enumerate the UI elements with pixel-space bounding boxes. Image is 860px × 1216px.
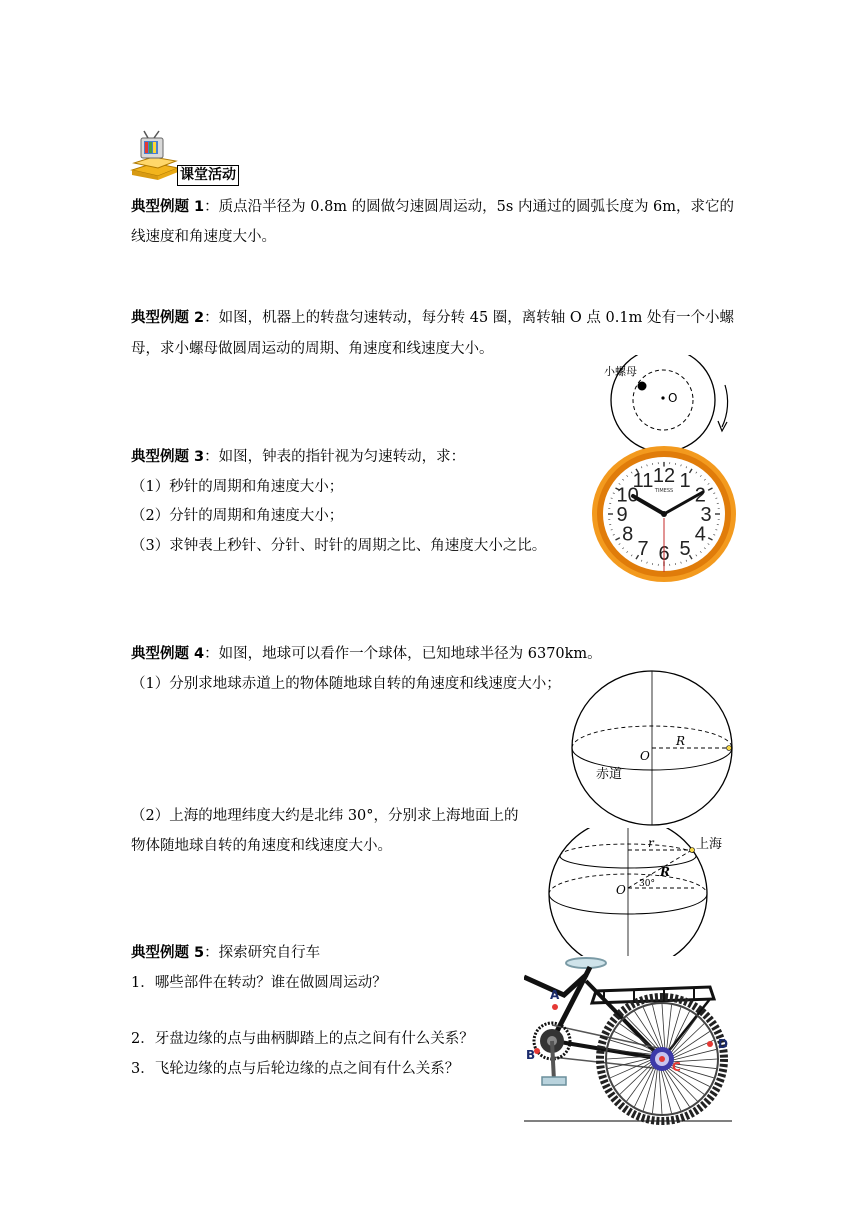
earth2-O-label: O xyxy=(616,883,626,897)
earth2-R-label: R xyxy=(660,865,670,879)
ex2-line1 xyxy=(131,308,734,328)
clock-number-3: 3 xyxy=(700,504,712,526)
ex5-q2: 2．牙盘边缘的点与曲柄脚踏上的点之间有什么关系？ xyxy=(131,1031,474,1047)
shanghai-label: 上海 xyxy=(696,837,723,852)
clock-number-2: 2 xyxy=(694,484,706,507)
book-tv-icon xyxy=(128,130,180,180)
ex4-q2a: （2）上海的地理纬度大约是北纬 30°，分别求上海地面上的 xyxy=(131,808,519,824)
clock-number-7: 7 xyxy=(637,537,649,560)
ex5-q3: 3．飞轮边缘的点与后轮边缘的点之间有什么关系？ xyxy=(131,1061,460,1077)
earth2-r-label: r xyxy=(648,836,654,850)
ex5-q1: 1．哪些部件在转动？谁在做圆周运动？ xyxy=(131,975,387,991)
clock-number-11: 11 xyxy=(632,470,654,493)
bicycle-figure xyxy=(524,955,734,1125)
ex3-q1: （1）秒针的周期和角速度大小； xyxy=(131,479,344,495)
ex2-text1: ：如图，机器上的转盘匀速转动，每分转 45 圈，离转轴 O 点 0.1m 处有一个小螺 xyxy=(204,310,734,326)
point-a-label: A xyxy=(550,988,560,1002)
ex5-text1: ：探索研究自行车 xyxy=(204,945,321,961)
turntable-center-label: O xyxy=(668,391,678,405)
clock-number-4: 4 xyxy=(694,523,706,546)
point-a-dot xyxy=(552,1004,558,1010)
clock-number-8: 8 xyxy=(622,523,634,546)
ex1-text1: ：质点沿半径为 0.8m 的圆做匀速圆周运动，5s 内通过的圆弧长度为 6m，求它的 xyxy=(204,199,735,215)
ex1-line2: 线速度和角速度大小。 xyxy=(131,229,276,245)
ex1-label: 典型例题 1 xyxy=(131,199,205,215)
ex4-text1: ：如图，地球可以看作一个球体，已知地球半径为 6370km。 xyxy=(204,646,602,662)
ex5-label: 典型例题 5 xyxy=(131,945,205,961)
ex4-q2b: 物体随地球自转的角速度和线速度大小。 xyxy=(131,838,392,854)
earth-latitude-figure xyxy=(544,828,734,958)
ex2-label: 典型例题 2 xyxy=(131,310,205,326)
nut-dot xyxy=(638,382,647,391)
nut-label: 小螺母 xyxy=(604,365,637,378)
clock-brand: TIMESS xyxy=(654,488,674,494)
clock-figure xyxy=(589,444,739,584)
ex1-line1 xyxy=(131,197,734,217)
section-title: 课堂活动 xyxy=(177,165,239,186)
clock-number-1: 1 xyxy=(679,470,691,493)
ex2-line2: 母，求小螺母做圆周运动的周期、角速度和线速度大小。 xyxy=(131,341,494,357)
earth1-R-label: R xyxy=(676,734,686,748)
ex4-q1: （1）分别求地球赤道上的物体随地球自转的角速度和线速度大小； xyxy=(131,676,561,692)
turntable-figure xyxy=(596,355,746,455)
point-d-dot xyxy=(707,1041,713,1047)
ex4-line1 xyxy=(131,644,602,664)
ex3-q2: （2）分针的周期和角速度大小； xyxy=(131,508,344,524)
clock-number-9: 9 xyxy=(616,504,628,526)
ex3-q3: （3）求钟表上秒针、分针、时针的周期之比、角速度大小之比。 xyxy=(131,538,547,554)
point-d-label: D xyxy=(718,1037,728,1051)
clock-number-10: 10 xyxy=(616,484,639,507)
point-c-label: C xyxy=(672,1060,681,1074)
ex3-label: 典型例题 3 xyxy=(131,449,205,465)
point-c-dot xyxy=(659,1056,665,1062)
clock-number-12: 12 xyxy=(652,464,676,487)
earth-equator-figure xyxy=(568,668,738,828)
ex3-text1: ：如图，钟表的指针视为匀速转动，求： xyxy=(204,449,466,465)
point-b-label: B xyxy=(526,1048,536,1062)
clock-number-6: 6 xyxy=(658,543,670,566)
earth1-O-label: O xyxy=(640,749,650,763)
ex3-line1 xyxy=(131,447,465,467)
ex5-line1 xyxy=(131,943,320,963)
clock-number-5: 5 xyxy=(679,537,691,560)
equator-label: 赤道 xyxy=(596,767,623,782)
ex4-label: 典型例题 4 xyxy=(131,646,205,662)
earth2-angle-label: 30° xyxy=(639,879,655,889)
